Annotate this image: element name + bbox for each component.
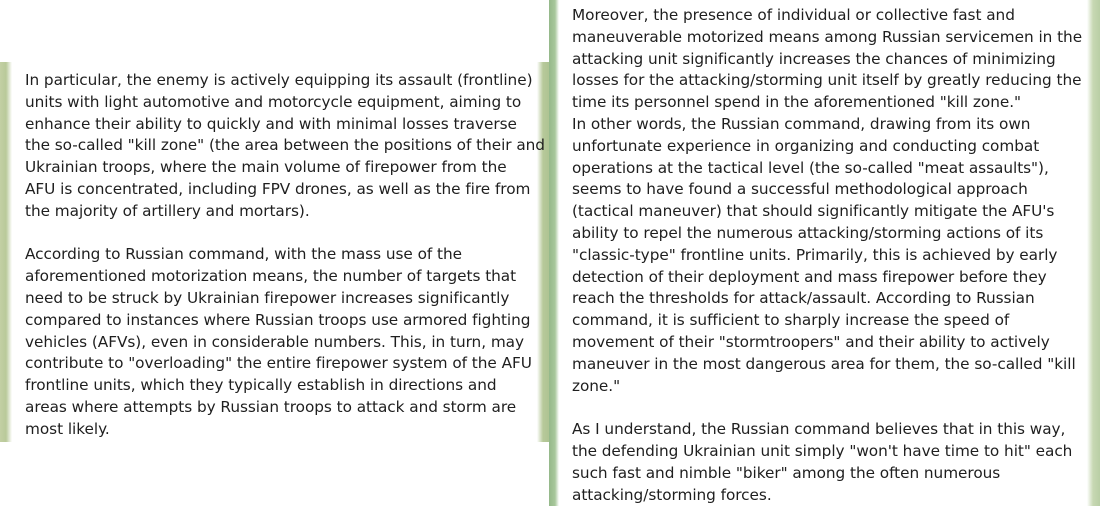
text-line: According to Russian command, with the mass use of the [25,245,462,264]
left-screenshot-panel [0,62,549,442]
text-line: zone." [572,376,621,395]
right-paragraph-1 [572,5,1087,397]
text-line: maneuver in the most dangerous area for them, the so-called "kill [572,354,1076,373]
text-line: As I understand, the Russian command believes that in this way, [572,420,1066,439]
text-line: aforementioned motorization means, the number of targets that [25,267,517,286]
right-screenshot-panel [549,0,1100,506]
text-line: Ukrainian troops, where the main volume of firepower from the [25,158,507,177]
left-paragraph-1 [25,70,545,223]
text-line: the majority of artillery and mortars). [25,201,310,220]
text-line: "classic-type" frontline units. Primarily, this is achieved by early [572,245,1058,264]
text-line: vehicles (AFVs), even in considerable numbers. This, in turn, may [25,332,525,351]
text-line: most likely. [25,419,110,438]
text-line: the so-called "kill zone" (the area between the positions of their and [25,136,545,155]
text-line: In particular, the enemy is actively equipping its assault (frontline) [25,71,533,89]
text-line: Moreover, the presence of individual or collective fast and [572,6,1015,24]
text-line: compared to instances where Russian troops use armored fighting [25,310,531,329]
right-message-bubble [560,0,1087,506]
text-line: time its personnel spend in the aforementioned "kill zone." [572,93,1022,112]
text-line: ability to repel the numerous attacking/storming actions of its [572,223,1044,242]
text-line: need to be struck by Ukrainian firepower increases significantly [25,288,510,307]
text-line: contribute to "overloading" the entire firepower system of the AFU [25,354,532,373]
text-line: maneuverable motorized means among Russian servicemen in the [572,27,1083,46]
text-line: enhance their ability to quickly and with minimal losses traverse [25,114,517,133]
text-line: reach the thresholds for attack/assault. According to Russian [572,289,1035,308]
text-line: units with light automotive and motorcycle equipment, aiming to [25,92,522,111]
text-line: detection of their deployment and mass firepower before they [572,267,1047,286]
text-line: command, it is sufficient to sharply increase the speed of [572,311,1010,330]
text-line: AFU is concentrated, including FPV drones, as well as the fire from [25,179,531,198]
left-paragraph-2 [25,244,537,440]
text-line: unfortunate experience in organizing and conducting combat [572,136,1040,155]
text-line: the defending Ukrainian unit simply "won't have time to hit" each [572,441,1073,460]
text-line: frontline units, which they typically establish in directions and [25,376,497,395]
left-message-bubble [12,62,545,442]
text-line: movement of their "stormtroopers" and their ability to actively [572,332,1050,351]
right-paragraph-2 [572,419,1087,506]
text-line: attacking/storming forces. [572,485,772,504]
text-line: losses for the attacking/storming unit itself by greatly reducing the [572,71,1082,90]
text-line: such fast and nimble "biker" among the often numerous [572,463,1001,482]
text-line: operations at the tactical level (the so-called "meat assaults"), [572,158,1049,177]
text-line: In other words, the Russian command, drawing from its own [572,114,1031,133]
text-line: areas where attempts by Russian troops to attack and storm are [25,397,517,416]
text-line: seems to have found a successful methodological approach [572,180,1028,199]
text-line: attacking unit significantly increases the chances of minimizing [572,49,1056,68]
text-line: (tactical maneuver) that should significantly mitigate the AFU's [572,202,1055,221]
